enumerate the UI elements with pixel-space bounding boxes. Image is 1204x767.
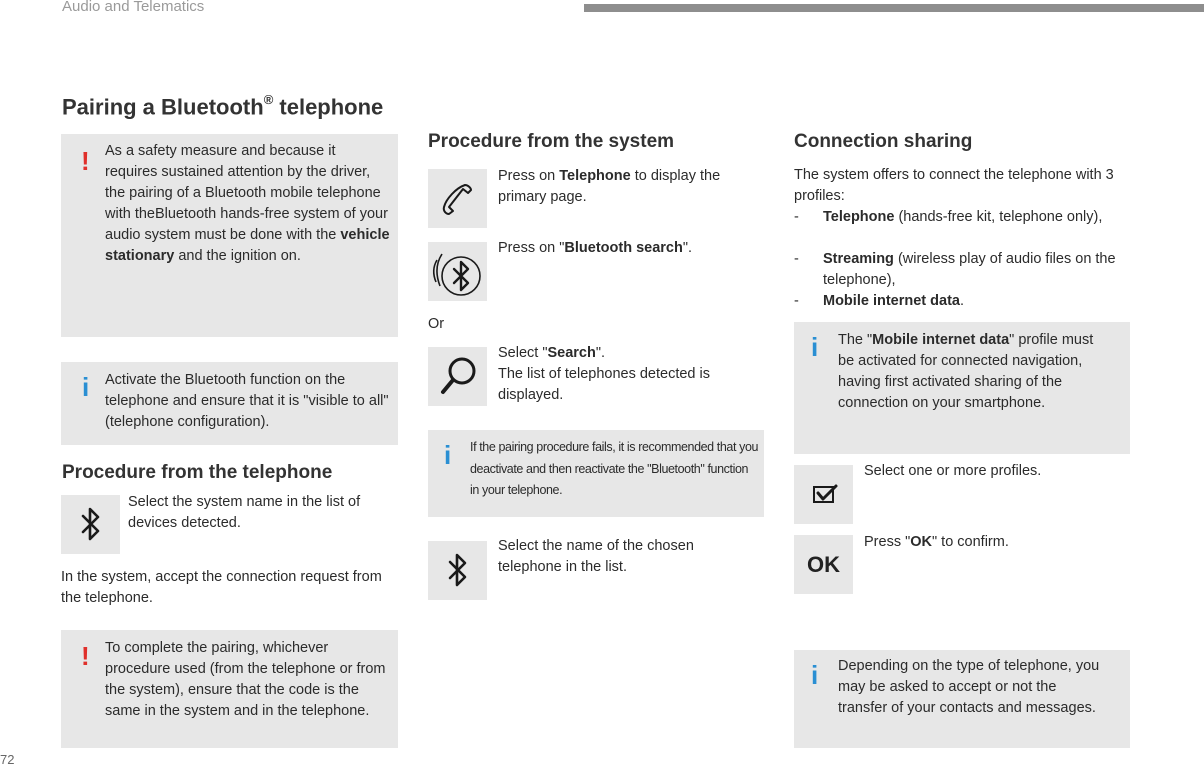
safety-warning-box bbox=[61, 134, 398, 337]
checkbox-tile bbox=[794, 465, 853, 524]
connection-sharing-intro: The system offers to connect the telephone with 3 profiles: bbox=[794, 167, 1114, 204]
header-bar bbox=[584, 4, 1204, 12]
depending-info-box bbox=[794, 650, 1130, 748]
warning-icon: ! bbox=[81, 146, 90, 176]
section-label: Audio and Telematics bbox=[62, 0, 205, 15]
step-select-profiles: Select one or more profiles. bbox=[864, 463, 1042, 479]
ok-tile bbox=[794, 535, 853, 594]
step-select-search: Select "Search". The list of telephones detected is displayed. bbox=[498, 345, 710, 403]
search-tile bbox=[428, 347, 487, 406]
profile-item-streaming: - Streaming (wireless play of audio files on the telephone), bbox=[794, 251, 1116, 288]
fail-info-text: If the pairing procedure fails, it is recommended that you deactivate and then reactivate the "Bluetooth" function in your telephone. bbox=[470, 440, 759, 497]
bluetooth-search-icon bbox=[428, 242, 487, 301]
page-number: 72 bbox=[0, 752, 15, 767]
step-select-chosen-telephone: Select the name of the chosen telephone in the list. bbox=[498, 538, 694, 575]
bluetooth-icon bbox=[428, 541, 487, 600]
bluetooth-tile bbox=[428, 541, 487, 600]
step-press-ok: Press "OK" to confirm. bbox=[864, 534, 1009, 550]
fail-info-box bbox=[428, 430, 764, 517]
info-icon: i bbox=[82, 372, 90, 402]
profile-item-telephone: - Telephone (hands-free kit, telephone only), bbox=[794, 209, 1103, 225]
complete-warning-box bbox=[61, 630, 398, 748]
step-press-telephone: Press on Telephone to display the primary page. bbox=[498, 168, 721, 205]
step-press-bluetooth-search: Press on "Bluetooth search". bbox=[498, 240, 693, 256]
heading-connection-sharing: Connection sharing bbox=[794, 131, 973, 152]
search-icon bbox=[428, 347, 487, 406]
heading-procedure-telephone: Procedure from the telephone bbox=[62, 462, 333, 483]
bluetooth-tile bbox=[61, 495, 120, 554]
checkbox-icon bbox=[794, 465, 853, 524]
info-icon: i bbox=[444, 440, 452, 470]
depending-info-text: Depending on the type of telephone, you may be asked to accept or not the transfer of your contacts and messages. bbox=[838, 658, 1100, 716]
info-icon: i bbox=[811, 660, 819, 690]
activate-info-text: Activate the Bluetooth function on the telephone and ensure that it is "visible to all" (telephone configuration). bbox=[105, 372, 389, 430]
accept-connection-text: In the system, accept the connection request from the telephone. bbox=[61, 569, 382, 606]
ok-label: OK bbox=[807, 552, 840, 577]
warning-icon: ! bbox=[81, 641, 90, 671]
page-title: Pairing a Bluetooth® telephone bbox=[62, 92, 384, 120]
mobile-data-info-text: The "Mobile internet data" profile must be activated for connected navigation, having first activated sharing of the connection on your smartphone. bbox=[838, 332, 1094, 411]
info-icon: i bbox=[811, 332, 819, 362]
phone-tile bbox=[428, 169, 487, 228]
bluetooth-icon bbox=[61, 495, 120, 554]
step-select-system-name: Select the system name in the list of devices detected. bbox=[128, 494, 361, 531]
heading-procedure-system: Procedure from the system bbox=[428, 131, 675, 152]
bluetooth-search-tile bbox=[428, 242, 487, 301]
profile-item-mobile-data: - Mobile internet data. bbox=[794, 293, 964, 309]
complete-warning-text: To complete the pairing, whichever procedure used (from the telephone or from the system), ensure that the code is the same in the system and in the telephone. bbox=[105, 640, 386, 719]
phone-icon bbox=[428, 169, 487, 228]
activate-info-box bbox=[61, 362, 398, 445]
or-label: Or bbox=[428, 316, 445, 332]
mobile-data-info-box bbox=[794, 322, 1130, 454]
safety-warning-text: As a safety measure and because it requires sustained attention by the driver, the pairing of a Bluetooth mobile telephone with theBluetooth hands-free system of your audio system must be done with the vehicle stationary and the ignition on. bbox=[105, 143, 390, 264]
